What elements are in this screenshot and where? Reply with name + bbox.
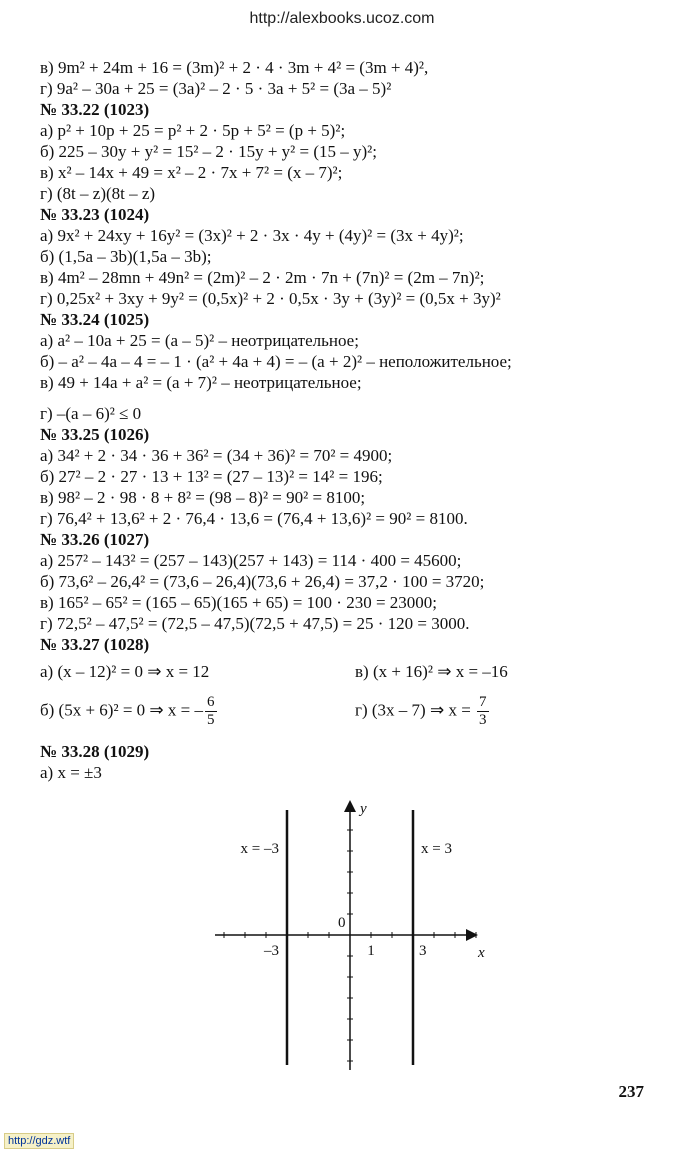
solution-line: в) 98² – 2 · 98 · 8 + 8² = (98 – 8)² = 90² = 8100; — [40, 488, 366, 507]
solution-line: г) 72,5² – 47,5² = (72,5 – 47,5)(72,5 + 47,5) = 25 · 120 = 3000. — [40, 614, 470, 633]
solution-line: в) 9m² + 24m + 16 = (3m)² + 2 · 4 · 3m + 4² = (3m + 4)², — [40, 58, 429, 77]
solution-line: г) –(a – 6)² ≤ 0 — [40, 404, 142, 423]
solution-line: б) 225 – 30y + y² = 15² – 2 · 15y + y² = (15 – y)²; — [40, 142, 378, 161]
fraction-denominator: 5 — [207, 712, 215, 728]
y-axis-label: y — [360, 801, 367, 817]
footer-url: http://gdz.wtf — [4, 1133, 74, 1149]
fraction-7-3 — [477, 694, 489, 729]
fraction-6-5 — [205, 694, 217, 729]
page-header-url: http://alexbooks.ucoz.com — [249, 10, 435, 27]
row-1028-1 — [40, 661, 660, 682]
fraction-numerator: 6 — [207, 694, 215, 710]
page-number: 237 — [618, 1082, 644, 1101]
problem-heading: № 33.26 (1027) — [40, 530, 150, 549]
solution-line: в) 49 + 14a + a² = (a + 7)² – неотрицательное; — [40, 373, 362, 392]
solution-line: б) 73,6² – 26,4² = (73,6 – 26,4)(73,6 + 26,4) = 37,2 · 100 = 3720; — [40, 572, 485, 591]
solution-line: а) 34² + 2 · 34 · 36 + 36² = (34 + 36)² = 70² = 4900; — [40, 446, 393, 465]
fraction-numerator: 7 — [479, 694, 487, 710]
tick-label: 3 — [419, 943, 427, 959]
problem-heading: № 33.23 (1024) — [40, 205, 150, 224]
fraction-denominator: 3 — [479, 712, 487, 728]
solution-line: г) 9a² – 30a + 25 = (3a)² – 2 · 5 · 3a + 5² = (3a – 5)² — [40, 79, 392, 98]
line-equation-label: x = –3 — [240, 841, 279, 857]
x-axis-label: x — [478, 945, 485, 961]
solution-line: б) 27² – 2 · 27 · 13 + 13² = (27 – 13)² = 14² = 196; — [40, 467, 383, 486]
solution-line: в) 4m² – 28mn + 49n² = (2m)² – 2 · 2m · 7n + (7n)² = (2m – 7n)²; — [40, 268, 485, 287]
solution-line: а) 257² – 143² = (257 – 143)(257 + 143) = 114 · 400 = 45600; — [40, 551, 462, 570]
answer-1028-g — [355, 694, 489, 729]
problem-heading: № 33.22 (1023) — [40, 100, 150, 119]
solution-lines — [40, 57, 660, 655]
line-equation-label: x = 3 — [421, 841, 452, 857]
solution-line: а) a² – 10a + 25 = (a – 5)² – неотрицательное; — [40, 331, 359, 350]
solution-line: а) p² + 10p + 25 = p² + 2 · 5p + 5² = (p + 5)²; — [40, 121, 346, 140]
answer-1028-v: в) (x + 16)² ⇒ x = –16 — [355, 662, 508, 681]
solution-line: в) 165² – 65² = (165 – 65)(165 + 65) = 100 · 230 = 23000; — [40, 593, 438, 612]
origin-label: 0 — [338, 915, 346, 931]
answer-1028-b-prefix: б) (5x + 6)² = 0 ⇒ x = – — [40, 700, 203, 720]
tick-label: 1 — [367, 943, 375, 959]
tick-label: –3 — [264, 943, 279, 959]
solution-line: г) (8t – z)(8t – z) — [40, 184, 156, 203]
solution-line: в) x² – 14x + 49 = x² – 2 · 7x + 7² = (x – 7)²; — [40, 163, 343, 182]
solution-line: г) 0,25x² + 3xy + 9y² = (0,5x)² + 2 · 0,5x · 3y + (3y)² = (0,5x + 3y)² — [40, 289, 501, 308]
solution-line: а) 9x² + 24xy + 16y² = (3x)² + 2 · 3x · 4y + (4y)² = (3x + 4y)²; — [40, 226, 464, 245]
solution-line: б) – a² – 4a – 4 = – 1 · (a² + 4a + 4) = – (a + 2)² – неположительное; — [40, 352, 512, 371]
solution-line: б) (1,5a – 3b)(1,5a – 3b); — [40, 247, 212, 266]
answer-1028-a: а) (x – 12)² = 0 ⇒ x = 12 — [40, 662, 210, 681]
problem-heading: № 33.24 (1025) — [40, 310, 150, 329]
problem-heading: № 33.27 (1028) — [40, 635, 150, 654]
section-title-1029: № 33.28 (1029) — [40, 742, 150, 761]
answer-1029-a: а) x = ±3 — [40, 763, 102, 782]
row-1028-2 — [40, 694, 660, 729]
problem-heading: № 33.25 (1026) — [40, 425, 150, 444]
answer-1028-b — [40, 694, 355, 729]
coordinate-plot — [200, 795, 500, 1075]
solution-line: г) 76,4² + 13,6² + 2 · 76,4 · 13,6 = (76,4 + 13,6)² = 90² = 8100. — [40, 509, 468, 528]
solutions-content — [40, 57, 660, 783]
answer-1028-g-prefix: г) (3x – 7) ⇒ x = — [355, 700, 476, 720]
